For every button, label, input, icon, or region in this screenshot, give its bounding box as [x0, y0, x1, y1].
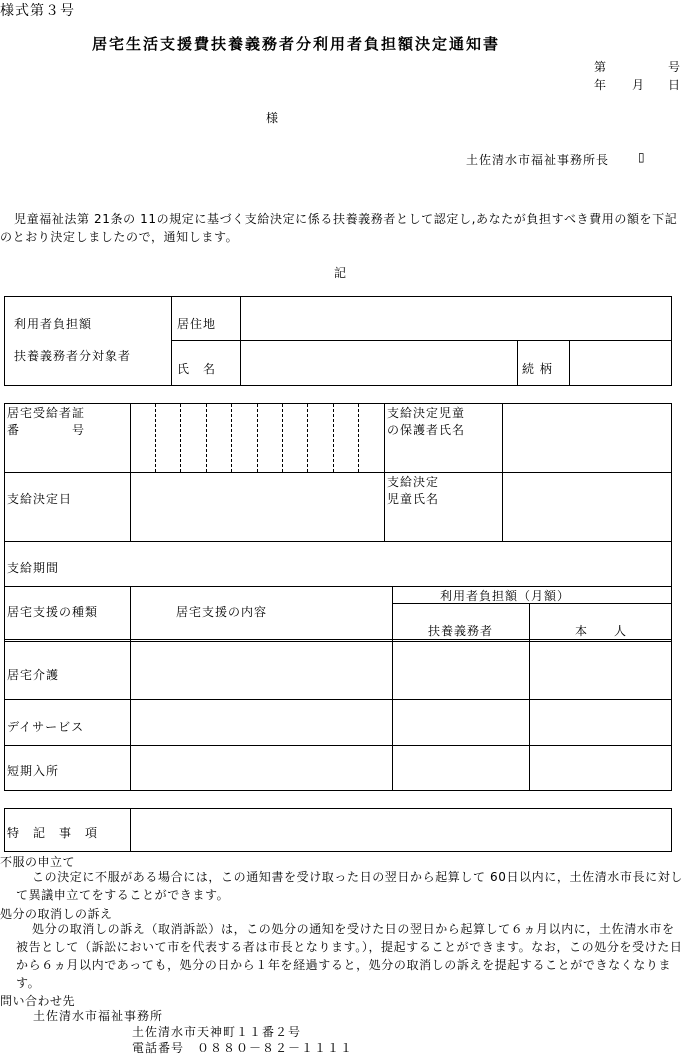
relation-field[interactable]: [571, 342, 671, 384]
address-field[interactable]: [242, 298, 670, 338]
revocation-heading: 処分の取消しの訴え: [0, 907, 113, 921]
period-label: 支給期間: [7, 561, 60, 575]
guardian-label-2: の保護者氏名: [387, 423, 466, 437]
form-label: 様式第３号: [0, 3, 75, 19]
seal-mark: ▯: [638, 150, 646, 164]
obligor-target-label: 扶養義務者分対象者: [14, 349, 132, 363]
objection-text: この決定に不服がある場合には，この通知書を受け取った日の翌日から起算して 60日以内に，土佐清水市長に対して異議申立てをすることができます。: [16, 870, 683, 902]
contact-office: 土佐清水市福祉事務所: [33, 1009, 164, 1023]
revocation-text: 処分の取消しの訴え（取消訴訟）は，この処分の通知を受けた日の翌日から起算して６ヵ月以内に，土佐清水市を被告として（訴訟において市を代表する者は市長となります。），提起することができます。なお，この処分を受けた日から６ヵ月以内であっても，処分の日から１年を経過すると，処分の取消しの訴えを提起することができなくなります。: [16, 922, 683, 990]
date-month: 月: [632, 78, 646, 92]
contact-address: 土佐清水市天神町１１番２号: [132, 1025, 302, 1039]
name-label: 氏 名: [177, 362, 217, 376]
ki-mark: 記: [334, 266, 348, 280]
body-text: 児童福祉法第 21条の 11の規定に基づく支給決定に係る扶養義務者として認定し,あなたが負担すべき費用の額を下記のとおり決定しましたので，通知します。: [0, 212, 678, 244]
number-suffix: 号: [668, 60, 682, 74]
contact-phone: 電話番号 ０８８０－８２－１１１１: [132, 1041, 354, 1055]
date-year: 年: [594, 78, 608, 92]
guardian-label-1: 支給決定児童: [387, 406, 466, 420]
support-row-label: 居宅介護: [7, 668, 60, 682]
relation-label: 続 柄: [522, 362, 553, 376]
address-label: 居住地: [177, 317, 217, 331]
cert-number-label-1: 居宅受給者証: [7, 406, 86, 420]
support-row-label: 短期入所: [7, 764, 60, 778]
name-field[interactable]: [242, 342, 516, 384]
cert-number-label-2: 番 号: [7, 423, 86, 437]
child-label-1: 支給決定: [387, 475, 440, 489]
number-prefix: 第: [594, 60, 608, 74]
obligor-column-label: 扶養義務者: [428, 624, 494, 638]
page-title: 居宅生活支援費扶養義務者分利用者負担額決定通知書: [92, 35, 501, 53]
date-day: 日: [668, 78, 682, 92]
monthly-burden-label: 利用者負担額（月額）: [440, 589, 571, 603]
self-column-label: 本 人: [575, 624, 628, 638]
support-row-label: デイサービス: [7, 720, 85, 734]
contact-heading: 問い合わせ先: [0, 994, 76, 1008]
burden-label: 利用者負担額: [14, 317, 93, 331]
special-notes-label: 特 記 事 項: [7, 826, 99, 840]
issuer-name: 土佐清水市福祉事務所長: [466, 153, 610, 167]
objection-heading: 不服の申立て: [0, 855, 76, 869]
child-label-2: 児童氏名: [387, 492, 440, 506]
addressee-suffix: 様: [266, 111, 280, 125]
support-type-label: 居宅支援の種類: [7, 605, 99, 619]
support-content-label: 居宅支援の内容: [176, 605, 268, 619]
decision-date-label: 支給決定日: [7, 492, 73, 506]
special-notes-field[interactable]: [132, 810, 670, 850]
